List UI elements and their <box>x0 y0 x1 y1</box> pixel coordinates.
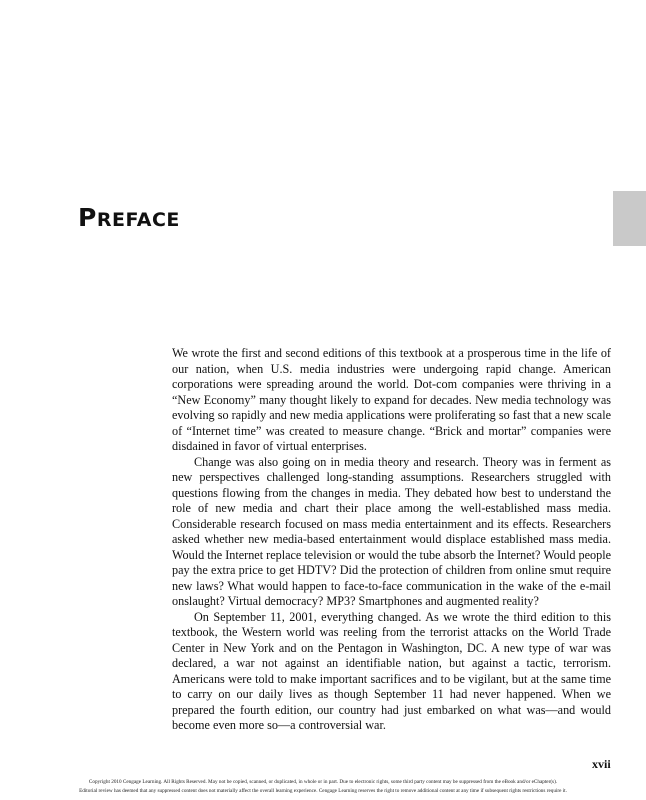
copyright-line-1: Copyright 2010 Cengage Learning. All Rights Reserved. May not be copied, scanned, or duplicated, in whole or in part. Due to electronic rights, some third party content may be suppressed from the eBook and/or eChapter(s). <box>88 779 558 785</box>
page-title-rest: REFACE <box>96 209 180 231</box>
thumb-index-tab <box>613 191 646 246</box>
page-title <box>78 203 180 232</box>
paragraph-2: Change was also going on in media theory and research. Theory was in ferment as new perspectives challenged long-standing assumptions. Researchers struggled with questions flowing from the changes in media. They debated how best to understand the role of new media and chart their place among the well-established mass media. Considerable research focused on mass media entertainment and its effects. Researchers asked whether new media-based entertainment would displace established mass media. Would the Internet replace television or would the tube absorb the Internet? Would people pay the extra price to get HDTV? Did the protection of children from online smut require new laws? What would happen to face-to-face communication in the wake of the e-mail onslaught? Virtual democracy? MP3? Smartphones and augmented reality? <box>172 454 611 608</box>
paragraph-1: We wrote the first and second editions of this textbook at a prosperous time in the life of our nation, when U.S. media industries were undergoing rapid change. American corporations were spreading around the world. Dot-com companies were thriving in a “New Economy” many thought likely to expand for decades. New media technology was evolving so rapidly and new media applications were proliferating so fast that a new scale of “Internet time” was created to measure change. “Brick and mortar” companies were disdained in favor of virtual enterprises. <box>172 346 611 453</box>
page-number: xvii <box>592 757 611 771</box>
preface-body <box>172 346 611 734</box>
copyright-line-2: Editorial review has deemed that any suppressed content does not materially affect the overall learning experience. Cengage Learning reserves the right to remove additional content at any time if subsequent rights restrictions require it. <box>79 788 567 794</box>
page-title-initial: P <box>78 203 97 232</box>
paragraph-3: On September 11, 2001, everything changed. As we wrote the third edition to this textbook, the Western world was reeling from the terrorist attacks on the World Trade Center in New York and on the Pentagon in Washington, DC. A new type of war was declared, a war not against an identifiable nation, but against a tactic, terrorism. Americans were told to make important sacrifices and to be vigilant, but at the same time to carry on our daily lives as though September 11 had never happened. When we prepared the fourth edition, our country had just embarked on what was—and would become even more so—a controversial war. <box>172 609 611 732</box>
